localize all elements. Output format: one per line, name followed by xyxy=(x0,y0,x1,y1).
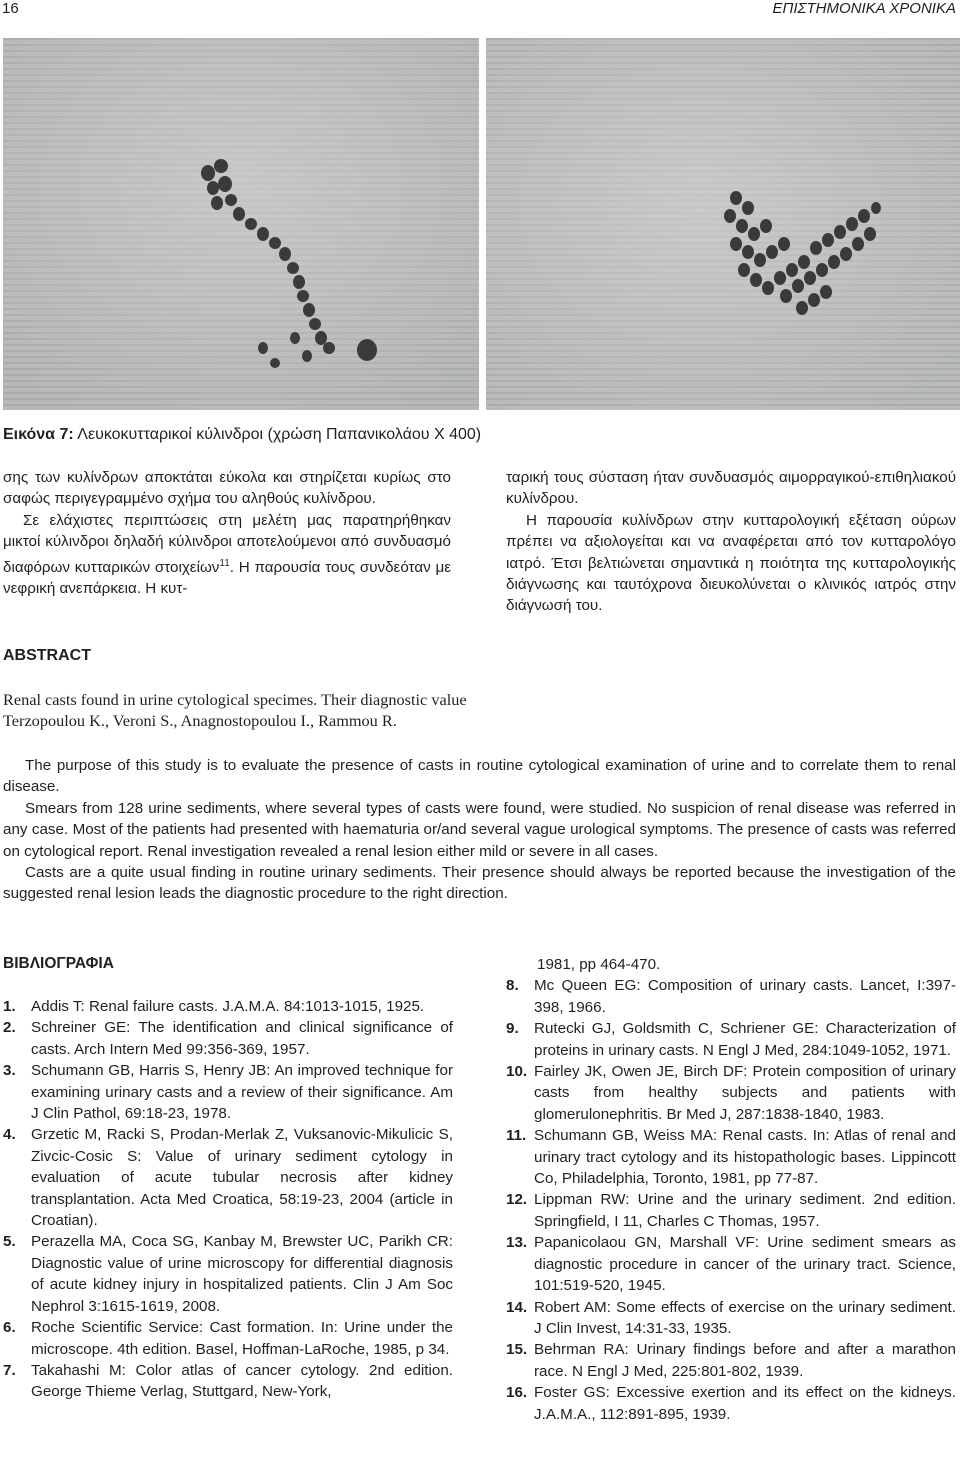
reference-number: 12. xyxy=(506,1191,528,1209)
reference-item xyxy=(3,1360,453,1403)
paragraph: ταρική τους σύσταση ήταν συνδυασμός αιμορραγικού-επιθηλιακού κυλίνδρου. xyxy=(506,469,956,508)
reference-item xyxy=(506,1061,956,1125)
reference-text: Fairley JK, Owen JE, Birch DF: Protein composition of urinary casts from healthy subjects and patients with glomerulonephritis. Br Med J, 287:1838-1840, 1983. xyxy=(534,1063,956,1123)
journal-title: ΕΠΙΣΤΗΜΟΝΙΚΑ ΧΡΟΝΙΚΑ xyxy=(772,0,956,17)
reference-number: 5. xyxy=(3,1233,16,1251)
reference-number: 1. xyxy=(3,998,16,1015)
reference-item xyxy=(506,1232,956,1296)
reference-number: 2. xyxy=(3,1019,16,1037)
greek-text-right-column xyxy=(506,467,956,617)
reference-text: Behrman RA: Urinary findings before and after a marathon race. N Engl J Med, 225:801-802, 1939. xyxy=(534,1341,956,1380)
reference-number: 6. xyxy=(3,1319,16,1337)
abstract-paragraph: Casts are a quite usual finding in routine urinary sediments. Their presence should always be reported because the investigation of the suggested renal lesion leads the diagnostic procedure to the right direction. xyxy=(3,864,956,903)
reference-number: 15. xyxy=(506,1341,528,1359)
reference-number: 13. xyxy=(506,1234,528,1252)
page-number: 16 xyxy=(2,0,19,17)
abstract-paragraph: The purpose of this study is to evaluate the presence of casts in routine cytological examination of urine and to correlate them to renal disease. xyxy=(3,757,956,796)
reference-text: Grzetic M, Racki S, Prodan-Merlak Z, Vuksanovic-Mikulicic S, Zivcic-Cosic S: Value of urinary sediment cytology in evaluation of acute tubular necrosis after kidney transplantation. Acta Med Croatica, 58:19-23, 2004 (article in Croatian). xyxy=(31,1126,453,1230)
figure-caption xyxy=(3,426,481,444)
references-right-column xyxy=(506,954,956,1425)
abstract-title-block xyxy=(3,689,467,731)
reference-text: Mc Queen EG: Composition of urinary casts. Lancet, I:397-398, 1966. xyxy=(534,977,956,1016)
reference-item xyxy=(506,1339,956,1382)
reference-item xyxy=(506,1018,956,1061)
reference-text: Takahashi M: Color atlas of cancer cytology. 2nd edition. George Thieme Verlag, Stuttgard, New-York, xyxy=(31,1361,453,1401)
micrograph-left xyxy=(3,38,479,410)
reference-continuation: 1981, pp 464-470. xyxy=(537,956,661,973)
reference-text: Papanicolaou GN, Marshall VF: Urine sediment smears as diagnostic procedure in cancer of the urinary tract. Science, 101:519-520, 1945. xyxy=(534,1234,956,1295)
abstract-paragraph: Smears from 128 urine sediments, where several types of casts were found, were studied. No suspicion of renal disease was referred in any case. Most of the patients had presented with haematuria or/and several vague urological symptoms. The presence of casts was referred on cytological report. Renal investigation revealed a renal lesion either mild or severe in all cases. xyxy=(3,799,956,860)
reference-number: 4. xyxy=(3,1126,16,1144)
paragraph: Σε ελάχιστες περιπτώσεις στη μελέτη μας παρατηρήθηκαν μικτοί κύλινδροι δηλαδή κύλινδροι αποτελούμενοι από συνδυασμό διαφόρων κυτταρικών στοιχείων$^{11}$. Η παρουσία τους συνδεόταν με νεφρική ανεπάρκεια. Η κυτ- xyxy=(3,511,451,598)
reference-number: 11. xyxy=(506,1127,527,1145)
reference-text: Lippman RW: Urine and the urinary sediment. 2nd edition. Springfield, I 11, Charles C Thomas, 1957. xyxy=(534,1191,956,1230)
reference-text: Rutecki GJ, Goldsmith C, Schriener GE: Characterization of proteins in urinary casts. N Engl J Med, 284:1049-1052, 1971. xyxy=(534,1020,956,1059)
paragraph: Η παρουσία κυλίνδρων στην κυτταρολογική εξέταση ούρων πρέπει να αξιολογείται και να αναφέρεται από τον κυτταρολόγο ιατρό. Έτσι βελτιώνεται σημαντικά η ποιότητα της κυτταρολογικής διάγνωσης και ταυτόχρονα διευκολύνεται ο κλινικός ιατρός στην διάγνωσή του. xyxy=(506,511,956,615)
reference-number: 8. xyxy=(506,977,519,995)
abstract-authors: Terzopoulou K., Veroni S., Anagnostopoulou I., Rammou R. xyxy=(3,711,397,730)
reference-text: Addis T: Renal failure casts. J.A.M.A. 84:1013-1015, 1925. xyxy=(31,998,425,1015)
abstract-title: Renal casts found in urine cytological specimes. Their diagnostic value xyxy=(3,690,467,709)
reference-item xyxy=(3,1231,453,1317)
reference-number: 16. xyxy=(506,1384,528,1402)
reference-text: Roche Scientific Service: Cast formation. In: Urine under the microscope. 4th edition. Basel, Hoffman-LaRoche, 1985, p 34. xyxy=(31,1319,453,1358)
reference-item xyxy=(506,1297,956,1340)
reference-text: Schreiner GE: The identification and clinical significance of casts. Arch Intern Med 99:356-369, 1957. xyxy=(31,1019,453,1058)
reference-item xyxy=(3,1317,453,1360)
reference-number: 14. xyxy=(506,1298,528,1316)
reference-item xyxy=(3,996,453,1017)
reference-item xyxy=(506,975,956,1018)
figure-label: Εικόνα 7: xyxy=(3,426,74,443)
abstract-heading: ABSTRACT xyxy=(3,647,91,664)
reference-number: 7. xyxy=(3,1361,16,1379)
references-heading: ΒΙΒΛΙΟΓΡΑΦΙΑ xyxy=(3,955,114,972)
figure-caption-text: Λευκοκυτταρικοί κύλινδροι (χρώση Παπανικολάου Χ 400) xyxy=(77,426,482,443)
micrograph-right xyxy=(486,38,960,410)
reference-text: Schumann GB, Weiss MA: Renal casts. In: Atlas of renal and urinary tract cytology and its histopathologic bases. Lippincott Co, Philadelphia, Toronto, 1981, pp 77-87. xyxy=(534,1127,956,1188)
reference-number: 10. xyxy=(506,1063,528,1081)
paragraph: σης των κυλίνδρων αποκτάται εύκολα και στηρίζεται κυρίως στο σαφώς περιγεγραμμένο σχήμα του αληθούς κυλίνδρου. xyxy=(3,469,451,508)
reference-text: Schumann GB, Harris S, Henry JB: An improved technique for examining urinary casts and a review of their significance. Am J Clin Pathol, 69:18-23, 1978. xyxy=(31,1062,453,1123)
reference-text: Robert AM: Some effects of exercise on the urinary sediment. J Clin Invest, 14:31-33, 1935. xyxy=(534,1298,956,1337)
reference-item xyxy=(506,1189,956,1232)
reference-number: 9. xyxy=(506,1020,519,1038)
references-left-column xyxy=(3,996,453,1403)
reference-item xyxy=(3,1124,453,1231)
citation-superscript: 11 xyxy=(219,557,230,569)
reference-item xyxy=(3,1060,453,1124)
greek-text-left-column xyxy=(3,467,451,600)
reference-text: Perazella MA, Coca SG, Kanbay M, Brewster UC, Parikh CR: Diagnostic value of urine microscopy for differential diagnosis of acute kidney injury in hospitalized patients. Clin J Am Soc Nephrol 3:1615-1619, 2008. xyxy=(31,1233,453,1315)
reference-item xyxy=(506,1125,956,1189)
reference-item xyxy=(3,1017,453,1060)
reference-text: Foster GS: Excessive exertion and its effect on the kidneys. J.A.M.A., 112:891-895, 1939. xyxy=(534,1384,956,1423)
reference-item xyxy=(506,1382,956,1425)
abstract-body xyxy=(3,755,956,905)
reference-number: 3. xyxy=(3,1062,16,1080)
